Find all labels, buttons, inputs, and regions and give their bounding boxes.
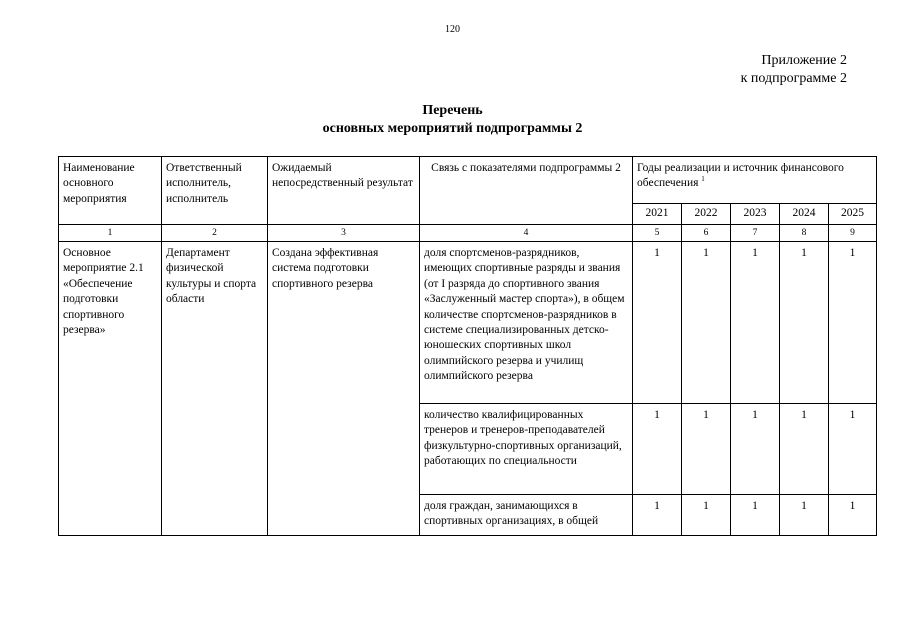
- year-cell: 2024: [780, 204, 829, 225]
- header-row: [59, 157, 877, 204]
- value-cell: 1: [829, 242, 877, 404]
- title-line-2: основных мероприятий подпрограммы 2: [322, 121, 583, 136]
- column-number: 6: [682, 225, 731, 242]
- column-number: 9: [829, 225, 877, 242]
- appendix-line-2: к подпрограмме 2: [740, 71, 847, 86]
- footnote-mark: 1: [701, 175, 705, 184]
- header-executor: Ответственный исполнитель, исполнитель: [162, 157, 268, 225]
- year-cell: 2025: [829, 204, 877, 225]
- header-name: Наименование основного мероприятия: [59, 157, 162, 225]
- appendix-line-1: Приложение 2: [761, 53, 847, 68]
- column-number: 5: [633, 225, 682, 242]
- table-row: [59, 242, 877, 404]
- value-cell: 1: [829, 495, 877, 536]
- column-number: 4: [420, 225, 633, 242]
- title-line-1: Перечень: [422, 103, 483, 118]
- events-table: [58, 156, 877, 536]
- value-cell: 1: [780, 495, 829, 536]
- column-number: 2: [162, 225, 268, 242]
- column-numbers-row: [59, 225, 877, 242]
- column-number: 1: [59, 225, 162, 242]
- value-cell: 1: [780, 404, 829, 495]
- value-cell: 1: [731, 404, 780, 495]
- value-cell: 1: [682, 404, 731, 495]
- value-cell: 1: [682, 242, 731, 404]
- page-number: 120: [445, 24, 460, 35]
- value-cell: 1: [633, 495, 682, 536]
- header-result: Ожидаемый непосредственный результат: [268, 157, 420, 225]
- year-cell: 2023: [731, 204, 780, 225]
- indicator-text: доля спортсменов-разрядников, имеющих спортивные разряды и звания (от I разряда до спортивного звания «Заслуженный мастер спорта»), в общем количестве спортсменов-разрядников в системе специализированных детско-юношеских спортивных школ олимпийского резерва и училищ олимпийского резерва: [420, 242, 633, 404]
- value-cell: 1: [633, 404, 682, 495]
- header-years: [633, 157, 877, 204]
- value-cell: 1: [682, 495, 731, 536]
- value-cell: 1: [780, 242, 829, 404]
- column-number: 8: [780, 225, 829, 242]
- appendix-note: [741, 52, 847, 88]
- year-cell: 2022: [682, 204, 731, 225]
- header-link: Связь с показателями подпрограммы 2: [420, 157, 633, 225]
- header-years-text: Годы реализации и источник финансового обеспечения: [637, 162, 844, 190]
- document-title: [0, 102, 905, 138]
- indicator-text: доля граждан, занимающихся в спортивных организациях, в общей: [420, 495, 633, 536]
- value-cell: 1: [633, 242, 682, 404]
- value-cell: 1: [731, 242, 780, 404]
- event-name: Основное мероприятие 2.1 «Обеспечение подготовки спортивного резерва»: [59, 242, 162, 536]
- indicator-text: количество квалифицированных тренеров и тренеров-преподавателей физкультурно-спортивных организаций, работающих по специальности: [420, 404, 633, 495]
- year-cell: 2021: [633, 204, 682, 225]
- event-result: Создана эффективная система подготовки спортивного резерва: [268, 242, 420, 536]
- column-number: 3: [268, 225, 420, 242]
- event-executor: Департамент физической культуры и спорта области: [162, 242, 268, 536]
- value-cell: 1: [731, 495, 780, 536]
- value-cell: 1: [829, 404, 877, 495]
- column-number: 7: [731, 225, 780, 242]
